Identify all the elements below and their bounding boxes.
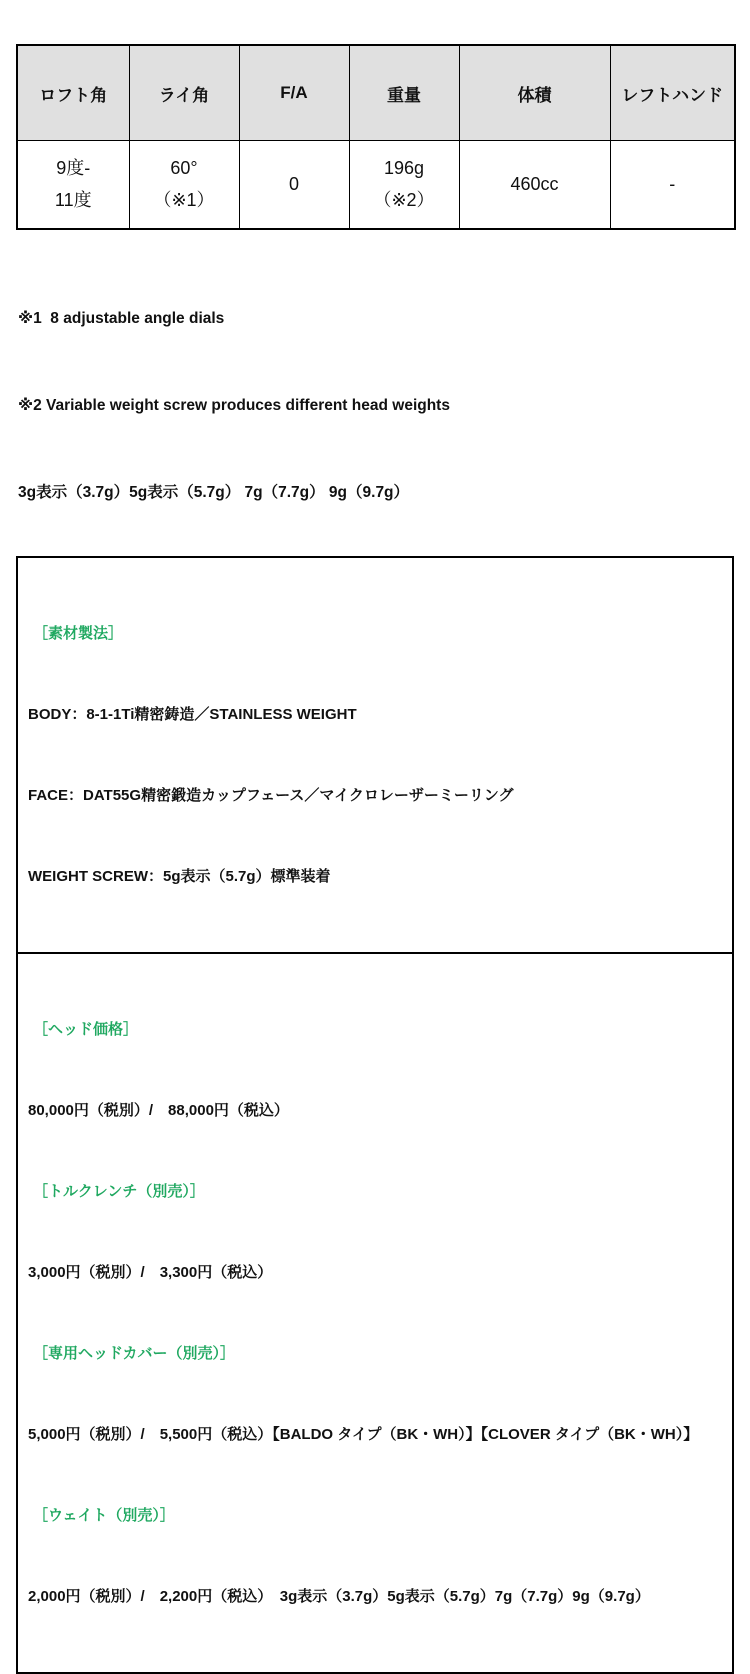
weight-value-line2: （※2） [373, 189, 435, 210]
column-header-volume: 体積 [459, 45, 610, 141]
spec-value-row [17, 141, 735, 230]
weight-option-price: 2,000円（税別）/ 2,200円（税込） 3g表示（3.7g）5g表示（5.7g）7g（7.7g）9g（9.7g） [28, 1588, 650, 1605]
column-header-weight: 重量 [349, 45, 459, 141]
material-weight-screw: WEIGHT SCREW：5g表示（5.7g）標準装着 [28, 868, 331, 885]
head-price-heading: ［ヘッド価格］ [33, 1021, 139, 1038]
cell-lie [129, 141, 239, 230]
spec-header-row [17, 45, 735, 141]
head-price-value: 80,000円（税別）/ 88,000円（税込） [28, 1102, 289, 1119]
lie-value-line2: （※1） [153, 189, 215, 210]
footnote-weights: 3g表示（3.7g）5g表示（5.7g） 7g（7.7g） 9g（9.7g） [18, 484, 410, 501]
footnotes [18, 246, 734, 536]
material-heading: ［素材製法］ [33, 625, 124, 642]
headcover-price: 5,000円（税別）/ 5,500円（税込）【BALDO タイプ（BK・WH）】【CLOVER タイプ（BK・WH）】 [28, 1426, 699, 1443]
cell-loft [17, 141, 129, 230]
pricing-section [18, 952, 732, 1672]
headcover-heading: ［専用ヘッドカバー（別売）］ [33, 1345, 236, 1362]
cell-fa: 0 [239, 141, 349, 230]
material-body: BODY：8-1-1Ti精密鋳造／STAINLESS WEIGHT [28, 706, 357, 723]
footnote-1: ※1 8 adjustable angle dials [18, 310, 225, 327]
material-section [18, 558, 732, 952]
column-header-lie: ライ角 [129, 45, 239, 141]
weight-option-heading: ［ウェイト（別売）］ [33, 1507, 175, 1524]
column-header-left-hand: レフトハンド [610, 45, 735, 141]
cell-left-hand: - [610, 141, 735, 230]
weight-value-line1: 196g [383, 158, 425, 178]
spec-table [16, 44, 736, 230]
torque-wrench-heading: ［トルクレンチ（別売）］ [33, 1183, 205, 1200]
torque-wrench-price: 3,000円（税別）/ 3,300円（税込） [28, 1264, 273, 1281]
cell-volume: 460cc [459, 141, 610, 230]
column-header-loft: ロフト角 [17, 45, 129, 141]
loft-value-line2: 11度 [54, 189, 92, 210]
loft-value-line1: 9度- [56, 158, 91, 178]
footnote-2: ※2 Variable weight screw produces different head weights [18, 397, 450, 414]
lie-value-line1: 60° [170, 158, 198, 178]
details-box [16, 556, 734, 1674]
material-face: FACE：DAT55G精密鍛造カップフェース／マイクロレーザーミーリング [28, 787, 514, 804]
cell-weight [349, 141, 459, 230]
column-header-fa: F/A [239, 45, 349, 141]
